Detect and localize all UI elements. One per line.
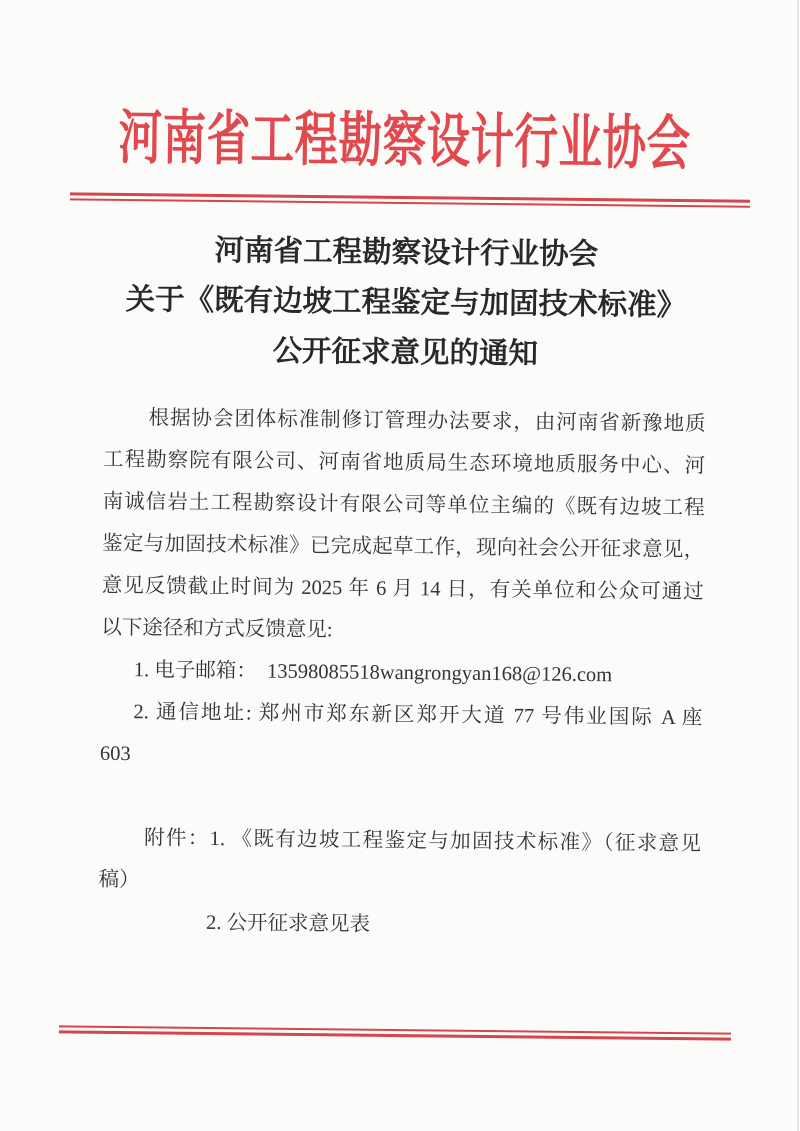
body-line: 以下途径和方式反馈意见: — [101, 616, 333, 642]
document-title — [5, 224, 800, 383]
body-line: 工程勘察院有限公司、河南省地质局生态环境地质服务中心、河 — [103, 448, 706, 478]
document-title-line: 河南省工程勘察设计行业协会 — [214, 234, 599, 272]
body-line: 稿） — [98, 868, 140, 892]
footer-double-rule — [59, 1025, 731, 1040]
letterhead-title: 河南省工程勘察设计行业协会 — [118, 106, 691, 178]
body-line: 南诚信岩土工程勘察设计有限公司等单位主编的《既有边坡工程 — [102, 490, 705, 520]
body-line: 根据协会团体标准制修订管理办法要求，由河南省新豫地质 — [148, 407, 706, 436]
body-line: 2. 通信地址: 郑州市郑东新区郑开大道 77 号伟业国际 A 座 — [133, 701, 703, 730]
scanner-edge-artifact — [797, 0, 799, 1131]
body-line: 2. 公开征求意见表 — [205, 911, 371, 936]
blank-line — [99, 775, 701, 824]
document-title-line: 关于《既有边坡工程鉴定与加固技术标准》 — [125, 284, 687, 323]
body-line: 鉴定与加固技术标准》已完成起草工作，现向社会公开征求意见， — [102, 532, 705, 562]
body-line: 603 — [99, 742, 131, 766]
body-line: 1. 电子邮箱： 13598085518wangrongyan168@126.com — [133, 659, 613, 687]
body-line: 意见反馈截止时间为 2025 年 6 月 14 日，有关单位和公众可通过 — [101, 574, 704, 604]
header-double-rule — [70, 192, 750, 207]
document-body — [98, 397, 706, 949]
body-line: 附件：1. 《既有边坡工程鉴定与加固技术标准》（征求意见 — [143, 827, 702, 856]
document-title-line: 公开征求意见的通知 — [272, 335, 539, 371]
